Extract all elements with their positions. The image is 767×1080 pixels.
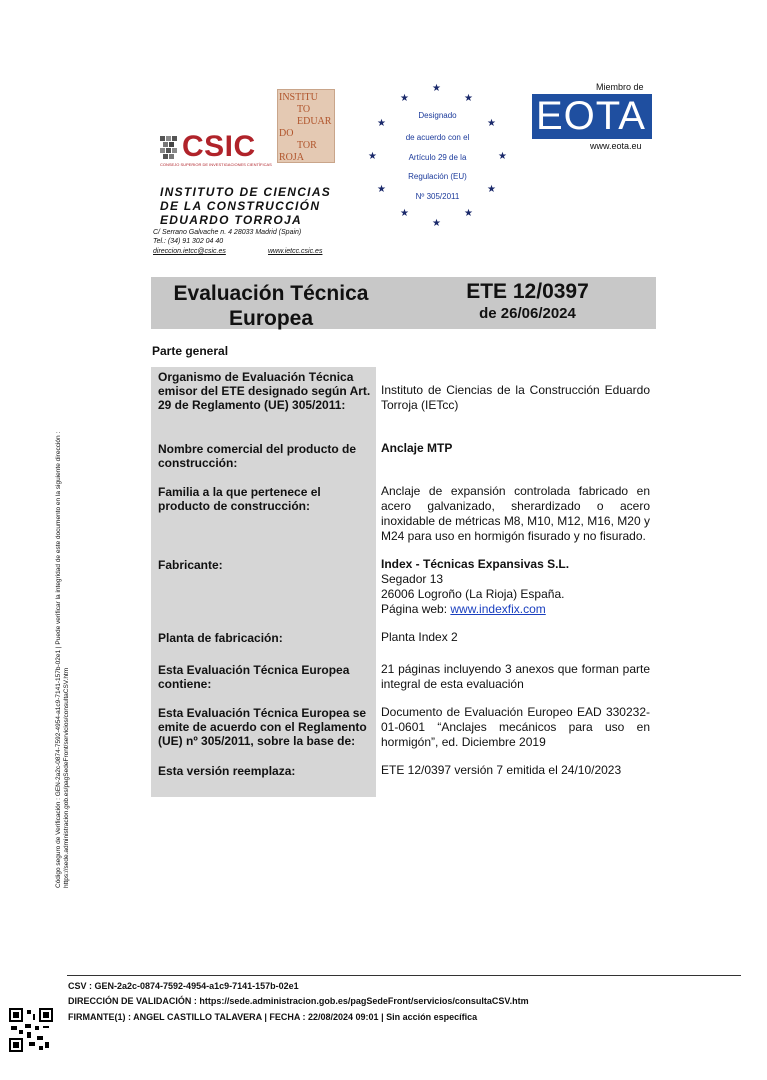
qr-code-icon [9, 1008, 53, 1052]
csic-logo-word: CSIC [182, 130, 256, 163]
row-label: Esta Evaluación Técnica Europea se emite de acuerdo con el Reglamento (UE) nº 305/2011, sobre la base de: [158, 706, 367, 748]
document-title: Evaluación Técnica Europea [173, 282, 369, 330]
star-icon: ★ [400, 93, 409, 104]
footer-csv: CSV : GEN-2a2c-0874-7592-4954-a1c9-7141-157b-02e1 [68, 981, 299, 991]
eota-logo-text: EOTA [536, 94, 646, 138]
institute-email-link[interactable]: direccion.ietcc@csic.es [153, 248, 226, 255]
row-label: Familia a la que pertenece el producto de construcción: [158, 485, 321, 513]
designado-line: Nº 305/2011 [415, 192, 460, 201]
institute-address: C/ Serrano Galvache n. 4 28033 Madrid (Spain) [153, 229, 302, 236]
csic-emblem-icon [160, 136, 178, 162]
institute-web-link[interactable]: www.ietcc.csic.es [268, 248, 323, 255]
verification-side-text: Código seguro de Verificación : GEN-2a2c-0874-7592-4954-a1c9-7141-157b-02e1 | Puede verificar la integridad de este documento en la siguiente dirección : https://sede.administracion.gob.es/pagSedeFront/servicios/consultaCSV.htm [55, 431, 70, 888]
eota-url[interactable]: www.eota.eu [590, 141, 642, 151]
row-value: Anclaje MTP [381, 441, 453, 455]
star-icon: ★ [368, 151, 377, 162]
designado-line: Designado [418, 111, 457, 120]
row-value: ETE 12/0397 versión 7 emitida el 24/10/2023 [381, 763, 622, 777]
row-label: Esta versión reemplaza: [158, 764, 296, 778]
star-icon: ★ [377, 118, 386, 129]
manufacturer-value: Index - Técnicas Expansivas S.L. Segador 13 26006 Logroño (La Rioja) España. Página web: www.indexfix.com [381, 557, 570, 616]
row-value: 21 páginas incluyendo 3 anexos que forman parte integral de esta evaluación [381, 662, 650, 691]
star-icon: ★ [377, 184, 386, 195]
footer-direccion: DIRECCIÓN DE VALIDACIÓN : https://sede.administracion.gob.es/pagSedeFront/servicios/consultaCSV.htm [68, 996, 529, 1006]
row-value: Anclaje de expansión controlada fabricado en acero galvanizado, sherardizado o acero inoxidable de métricas M8, M10, M12, M16, M20 y M24 para uso en hormigón fisurado y no fisurado. [381, 484, 650, 543]
star-icon: ★ [464, 93, 473, 104]
designado-line: Regulación (EU) [408, 172, 467, 181]
ete-number: ETE 12/0397 [466, 280, 589, 303]
row-label: Fabricante: [158, 558, 223, 572]
footer-divider [67, 975, 741, 976]
row-label: Esta Evaluación Técnica Europea contiene: [158, 663, 350, 691]
row-label: Planta de fabricación: [158, 631, 283, 645]
eota-member-label: Miembro de [596, 82, 644, 92]
institute-name: INSTITUTO DE CIENCIAS DE LA CONSTRUCCIÓN EDUARDO TORROJA [160, 185, 332, 227]
manufacturer-web-link[interactable]: www.indexfix.com [450, 602, 546, 616]
star-icon: ★ [400, 208, 409, 219]
designado-line: Artículo 29 de la [408, 153, 467, 162]
row-label: Organismo de Evaluación Técnica emisor del ETE designado según Art. 29 de Reglamento (UE) 305/2011: [158, 370, 371, 412]
star-icon: ★ [464, 208, 473, 219]
row-value: Planta Index 2 [381, 630, 458, 644]
star-icon: ★ [498, 151, 507, 162]
star-icon: ★ [487, 118, 496, 129]
csic-logo-subtitle: CONSEJO SUPERIOR DE INVESTIGACIONES CIENTÍFICAS [160, 162, 272, 167]
footer-firmante: FIRMANTE(1) : ANGEL CASTILLO TALAVERA | FECHA : 22/08/2024 09:01 | Sin acción específica [68, 1012, 478, 1022]
institute-phone: Tel.: (34) 91 302 04 40 [153, 238, 224, 245]
torroja-logo-text: INSTITU TO EDUAR DO TOR ROJA [279, 92, 332, 163]
row-value: Documento de Evaluación Europeo EAD 330232-01-0601 “Anclajes mecánicos para uso en hormigón”, ed. Diciembre 2019 [381, 705, 650, 749]
star-icon: ★ [432, 218, 441, 229]
section-title: Parte general [152, 344, 229, 358]
star-icon: ★ [487, 184, 496, 195]
row-value: Instituto de Ciencias de la Construcción Eduardo Torroja (IETcc) [381, 383, 650, 412]
star-icon: ★ [432, 83, 441, 94]
designado-line: de acuerdo con el [405, 133, 470, 142]
ete-date: de 26/06/2024 [479, 305, 576, 322]
row-label: Nombre comercial del producto de construcción: [158, 442, 357, 470]
